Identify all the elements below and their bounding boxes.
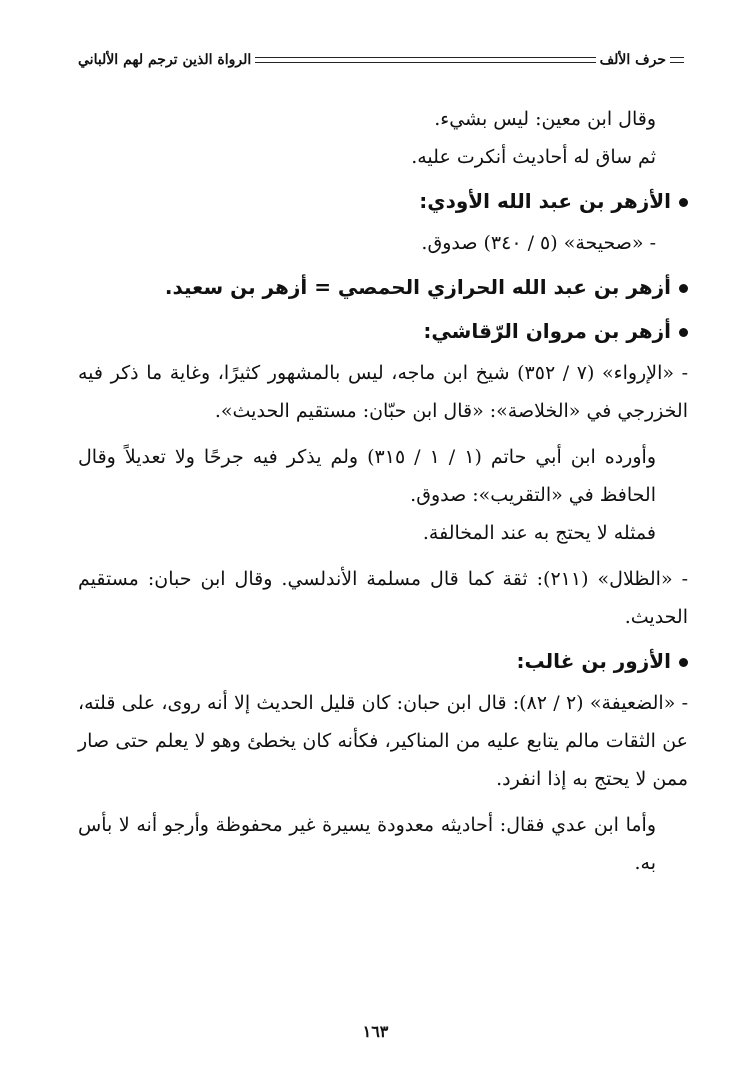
bullet-icon [679,328,688,337]
narrator-heading [78,642,688,680]
paragraph: وأما ابن عدي فقال: أحاديثه معدودة يسيرة غير محفوظة وأرجو أنه لا بأس به. [78,814,656,874]
reference-paragraph: - «الظلال» (٢١١): ثقة كما قال مسلمة الأندلسي. وقال ابن حبان: مستقيم الحديث. [78,568,688,628]
narrator-name: الأزور بن غالب: [516,649,671,673]
header-rule [255,57,595,63]
bullet-icon [679,198,688,207]
running-header [78,48,688,72]
narrator-name: أزهر بن مروان الرّقاشي: [423,319,671,343]
reference-paragraph: - «الضعيفة» (٢ / ٨٢): قال ابن حبان: كان قليل الحديث إلا أنه روى، على قلته، عن الثقات مالم يتابع عليه من المناكير، فكأنه كان يخطئ وهو لا يعلم حتى صار ممن لا يحتج به إذا انفرد. [78,692,688,790]
page-number: ١٦٣ [362,1022,389,1041]
reference-paragraph: - «الإرواء» (٧ / ٣٥٢) شيخ ابن ماجه، ليس بالمشهور كثيرًا، وغاية ما ذكر فيه الخزرجي في «الخلاصة»: «قال ابن حبّان: مستقيم الحديث». [78,362,688,422]
paragraph: وقال ابن معين: ليس بشيء. [434,108,656,130]
narrator-name: أزهر بن عبد الله الحرازي الحمصي = أزهر بن سعيد. [164,275,671,299]
paragraph: وأورده ابن أبي حاتم (١ / ١ / ٣١٥) ولم يذكر فيه جرحًا ولا تعديلاً وقال الحافظ في «التقريب»: صدوق. [78,446,656,506]
book-title: الرواة الذين ترجم لهم الألباني [78,52,252,68]
narrator-heading [78,312,688,350]
bullet-icon [679,284,688,293]
paragraph: فمثله لا يحتج به عند المخالفة. [422,522,656,544]
bullet-icon [679,658,688,667]
narrator-heading [78,182,688,220]
header-rule-short [670,57,684,63]
reference-line: - «صحيحة» (٥ / ٣٤٠) صدوق. [421,232,656,254]
page-body [78,100,688,882]
narrator-name: الأزهر بن عبد الله الأودي: [419,189,671,213]
narrator-heading [78,268,688,306]
paragraph: ثم ساق له أحاديث أنكرت عليه. [411,146,656,168]
section-title: حرف الألف [599,52,666,68]
